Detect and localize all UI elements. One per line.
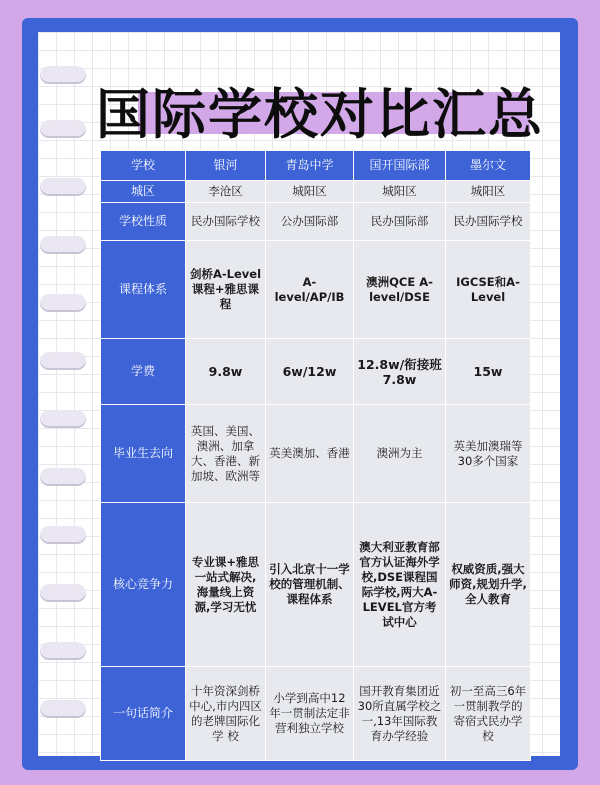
table-row bbox=[101, 203, 531, 241]
table-cell: A-level/AP/IB bbox=[266, 241, 354, 339]
table-cell: 英美加澳瑞等30多个国家 bbox=[446, 405, 531, 503]
table-row bbox=[101, 241, 531, 339]
binder-ring bbox=[40, 294, 86, 312]
table-row bbox=[101, 405, 531, 503]
binder-ring bbox=[40, 642, 86, 660]
table-cell: 专业课+雅思一站式解决,海量线上资源,学习无忧 bbox=[186, 503, 266, 667]
table-cell: 国开教育集团近30所直属学校之一,13年国际教育办学经验 bbox=[354, 667, 446, 761]
table-cell: 澳洲QCE A-level/DSE bbox=[354, 241, 446, 339]
table-cell: 小学到高中12年一贯制法定非营利独立学校 bbox=[266, 667, 354, 761]
binder-ring bbox=[40, 468, 86, 486]
comparison-table bbox=[100, 150, 531, 761]
table-row bbox=[101, 667, 531, 761]
row-label-core-strength: 核心竞争力 bbox=[101, 503, 186, 667]
table-cell: 9.8w bbox=[186, 339, 266, 405]
row-label-district: 城区 bbox=[101, 181, 186, 203]
binder-ring bbox=[40, 584, 86, 602]
table-cell: 十年资深剑桥中心,市内四区的老牌国际化学 校 bbox=[186, 667, 266, 761]
table-row bbox=[101, 181, 531, 203]
binder-ring bbox=[40, 352, 86, 370]
binder-ring bbox=[40, 526, 86, 544]
table-cell: 城阳区 bbox=[266, 181, 354, 203]
table-cell: 6w/12w bbox=[266, 339, 354, 405]
row-label-graduate-destination: 毕业生去向 bbox=[101, 405, 186, 503]
row-label-one-line-intro: 一句话简介 bbox=[101, 667, 186, 761]
table-cell: 城阳区 bbox=[354, 181, 446, 203]
table-cell: 民办国际学校 bbox=[186, 203, 266, 241]
row-label-tuition: 学费 bbox=[101, 339, 186, 405]
table-cell: 澳大利亚教育部官方认证海外学校,DSE课程国际学校,两大A-LEVEL官方考试中心 bbox=[354, 503, 446, 667]
binder-ring bbox=[40, 178, 86, 196]
row-label-curriculum: 课程体系 bbox=[101, 241, 186, 339]
table-row bbox=[101, 339, 531, 405]
header-cell-qingdao: 青岛中学 bbox=[266, 151, 354, 181]
table-cell: 民办国际部 bbox=[354, 203, 446, 241]
header-cell-malvern: 墨尔文 bbox=[446, 151, 531, 181]
table-cell: 李沧区 bbox=[186, 181, 266, 203]
header-cell-guokai: 国开国际部 bbox=[354, 151, 446, 181]
table-cell: 15w bbox=[446, 339, 531, 405]
table-cell: 初一至高三6年一贯制教学的寄宿式民办学校 bbox=[446, 667, 531, 761]
header-cell-yinhe: 银河 bbox=[186, 151, 266, 181]
binder-ring bbox=[40, 410, 86, 428]
table-cell: 城阳区 bbox=[446, 181, 531, 203]
table-cell: 权威资质,强大师资,规划升学,全人教育 bbox=[446, 503, 531, 667]
table-cell: 民办国际学校 bbox=[446, 203, 531, 241]
header-cell-school: 学校 bbox=[101, 151, 186, 181]
table-cell: 澳洲为主 bbox=[354, 405, 446, 503]
page-title: 国际学校对比汇总 bbox=[96, 83, 544, 146]
table-cell: 英美澳加、香港 bbox=[266, 405, 354, 503]
table-cell: 引入北京十一学校的管理机制、课程体系 bbox=[266, 503, 354, 667]
binder-ring bbox=[40, 66, 86, 84]
binder-ring bbox=[40, 120, 86, 138]
binder-ring bbox=[40, 700, 86, 718]
table-header-row bbox=[101, 151, 531, 181]
table-cell: 剑桥A-Level课程+雅思课程 bbox=[186, 241, 266, 339]
binder-ring bbox=[40, 236, 86, 254]
table-cell: 英国、美国、澳洲、加拿大、香港、新加坡、欧洲等 bbox=[186, 405, 266, 503]
table-cell: 12.8w/衔接班7.8w bbox=[354, 339, 446, 405]
row-label-school-type: 学校性质 bbox=[101, 203, 186, 241]
table-cell: IGCSE和A-Level bbox=[446, 241, 531, 339]
table-row bbox=[101, 503, 531, 667]
table-cell: 公办国际部 bbox=[266, 203, 354, 241]
